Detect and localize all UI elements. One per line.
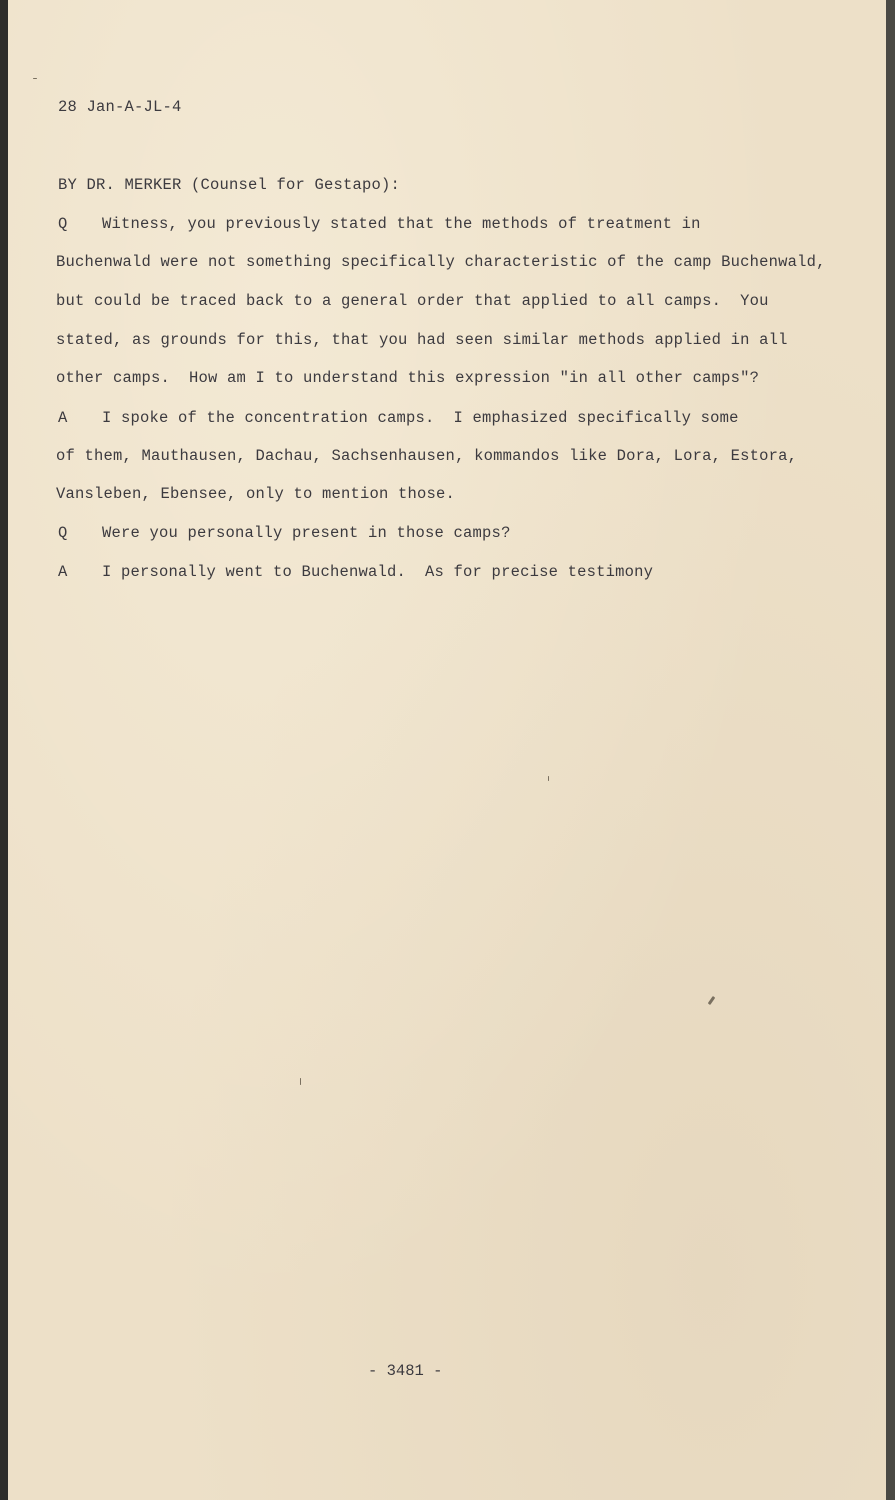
question-marker: Q	[58, 215, 68, 233]
answer-marker: A	[58, 409, 68, 427]
paragraph-text: Were you personally present in those camps?	[102, 524, 511, 542]
paper-speck	[300, 1078, 301, 1085]
page-left-edge	[0, 0, 8, 1500]
question-line-3: but could be traced back to a general order that applied to all camps. You	[56, 292, 769, 310]
question-line-1	[58, 215, 701, 233]
answer-marker: A	[58, 563, 68, 581]
question-line-4: stated, as grounds for this, that you had seen similar methods applied in all	[56, 331, 788, 349]
document-page	[8, 0, 886, 1500]
paragraph-text: I personally went to Buchenwald. As for precise testimony	[102, 563, 654, 581]
paper-speck	[708, 996, 716, 1005]
examiner-heading: BY DR. MERKER (Counsel for Gestapo):	[58, 176, 401, 194]
question-line-1	[58, 524, 511, 542]
answer-line-1	[58, 563, 653, 581]
paper-speck	[33, 78, 37, 79]
paper-speck	[548, 776, 549, 781]
page-right-edge	[886, 0, 895, 1500]
question-line-5: other camps. How am I to understand this expression "in all other camps"?	[56, 369, 760, 387]
paragraph-text: I spoke of the concentration camps. I emphasized specifically some	[102, 409, 739, 427]
answer-line-1	[58, 409, 739, 427]
answer-line-3: Vansleben, Ebensee, only to mention those.	[56, 485, 456, 503]
page-identifier: 28 Jan-A-JL-4	[58, 98, 182, 116]
paragraph-text: Witness, you previously stated that the methods of treatment in	[102, 215, 701, 233]
question-marker: Q	[58, 524, 68, 542]
answer-line-2: of them, Mauthausen, Dachau, Sachsenhausen, kommandos like Dora, Lora, Estora,	[56, 447, 798, 465]
page-number: - 3481 -	[368, 1362, 443, 1380]
question-line-2: Buchenwald were not something specifically characteristic of the camp Buchenwald,	[56, 253, 826, 271]
